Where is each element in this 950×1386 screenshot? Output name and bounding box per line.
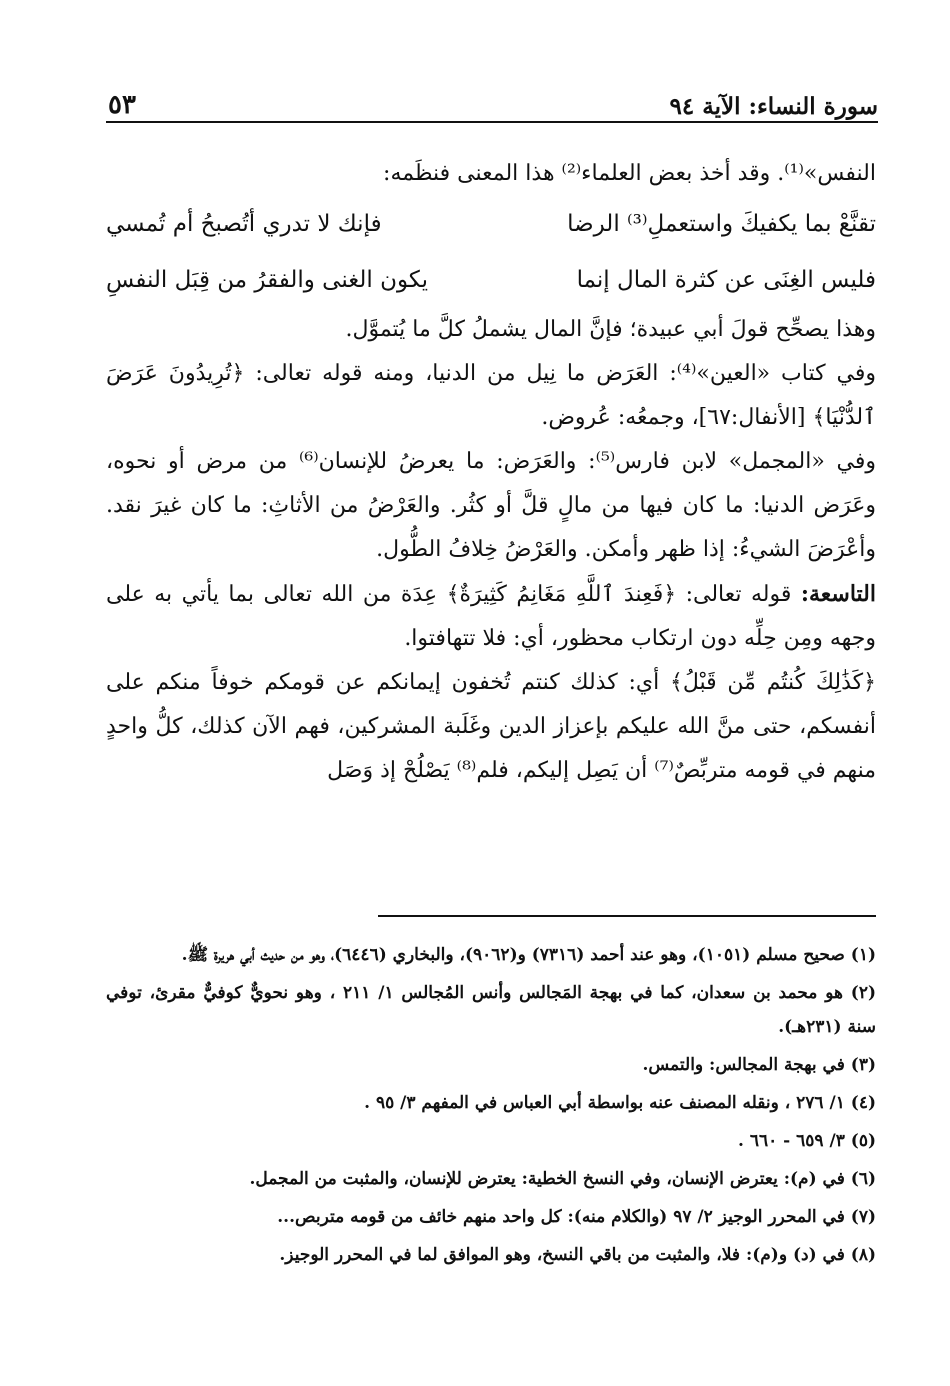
- paragraph-al-mujmal: وفي «المجمل» لابن فارس⁽⁵⁾: والعَرَض: ما يعرضُ للإنسان⁽⁶⁾ من مرض أو نحوه، وعَرَض الدنيا: ما كان فيها من مالٍ قلَّ أو كثُر. والعَرْضُ من الأثاثِ: ما كان غيرَ نقد. وأعْرَضَ الشيءُ: إذا ظهر وأمكن. والعَرْضُ خِلافُ الطُّول.: [106, 449, 877, 562]
- verse-2-second-hemistich: يكون الغنى والفقرُ من قِبَل النفسِ: [106, 267, 428, 293]
- footnote-5: (٥) ٣/ ٦٥٩ - ٦٦٠ .: [738, 1131, 876, 1151]
- paragraph-nafs: النفس»⁽¹⁾. وقد أخذ بعض العلماء⁽²⁾ هذا المعنى فنظَمه:: [383, 161, 876, 186]
- section-lead-ninth: التاسعة:: [800, 581, 876, 607]
- footnote-7: (٧) في المحرر الوجيز ٢/ ٩٧ (والكلام منه): كل واحد منهم خائف من قومه متربص...: [277, 1207, 876, 1227]
- verse-1-second-hemistich: فإنك لا تدري أتُصبحُ أم تُمسي: [106, 211, 382, 237]
- footnote-3: (٣) في بهجة المجالس: والتمس.: [642, 1055, 876, 1075]
- page-number: ٥٣: [108, 90, 136, 120]
- footnote-4: (٤) ١/ ٢٧٦ ، ونقله المصنف عنه بواسطة أبي العباس في المفهم ٣/ ٩٥ .: [364, 1093, 876, 1113]
- verse-1-first-hemistich: تقنَّعْ بما يكفيكَ واستعملِ⁽³⁾ الرضا: [567, 211, 876, 237]
- header-divider: [106, 121, 878, 123]
- paragraph-ninth-point: [106, 572, 876, 661]
- footnote-divider: [378, 915, 876, 917]
- paragraph-abu-ubayda: وهذا يصحِّح قولَ أبي عبيدة؛ فإنَّ المال يشملُ كلَّ ما يُتموَّل.: [345, 317, 876, 342]
- footnote-1: (١) صحيح مسلم (١٠٥١)، وهو عند أحمد (٧٣١٦) و(٩٠٦٢)، والبخاري (٦٤٤٦)، وهو من حديث أبي هريرة ﷺ.: [181, 945, 876, 965]
- main-text: [106, 152, 876, 793]
- poem-verse-2: [106, 252, 876, 308]
- running-header: [108, 80, 878, 120]
- paragraph-kadhalika: ﴿كَذَٰلِكَ كُنتُم مِّن قَبْلُ﴾ أي: كذلك كنتم تُخفون إيمانكم عن قومكم خوفاً منكم على أنفسكم، حتى منَّ الله عليكم بإعزاز الدين وغَلَبة المشركين، فهم الآن كذلك، كلُّ واحدٍ منهم في قومه متربِّصٌ⁽⁷⁾ أن يَصِل إليكم، فلم⁽⁸⁾ يَصْلُحْ إذ وَصَل: [106, 670, 876, 783]
- footnote-8: (٨) في (د) و(م): فلا، والمثبت من باقي النسخ، وهو الموافق لما في المحرر الوجيز.: [279, 1245, 876, 1265]
- running-title: سورة النساء: الآية ٩٤: [669, 93, 878, 120]
- footnote-6: (٦) في (م): يعترض الإنسان، وفي النسخ الخطية: يعترض للإنسان، والمثبت من المجمل.: [249, 1169, 876, 1189]
- verse-2-first-hemistich: فليس الغِنَى عن كثرة المال إنما: [576, 267, 876, 293]
- poem-verse-1: [106, 196, 876, 252]
- footnote-2: (٢) هو محمد بن سعدان، كما في بهجة المَجالس وأنس المُجالس ١/ ٢١١ ، وهو نحويٌّ كوفيٌّ مقرئ، توفي سنة (٢٣١هـ).: [106, 983, 876, 1037]
- paragraph-ninth-text: قوله تعالى: ﴿فَعِندَ ٱللَّهِ مَغَانِمُ كَثِيرَةٌ﴾ عِدَة من الله تعالى بما يأتي به على وجهه ومِن حِلِّه دون ارتكاب محظور، أي: فلا تتهافتوا.: [106, 582, 876, 651]
- footnotes: [106, 938, 876, 1276]
- paragraph-al-ayn: وفي كتاب «العين»⁽⁴⁾: العَرَض ما نِيل من الدنيا، ومنه قوله تعالى: ﴿تُرِيدُونَ عَرَضَ ٱلدُّنْيَا﴾ [الأنفال:٦٧]، وجمعُه: عُروض.: [106, 361, 876, 430]
